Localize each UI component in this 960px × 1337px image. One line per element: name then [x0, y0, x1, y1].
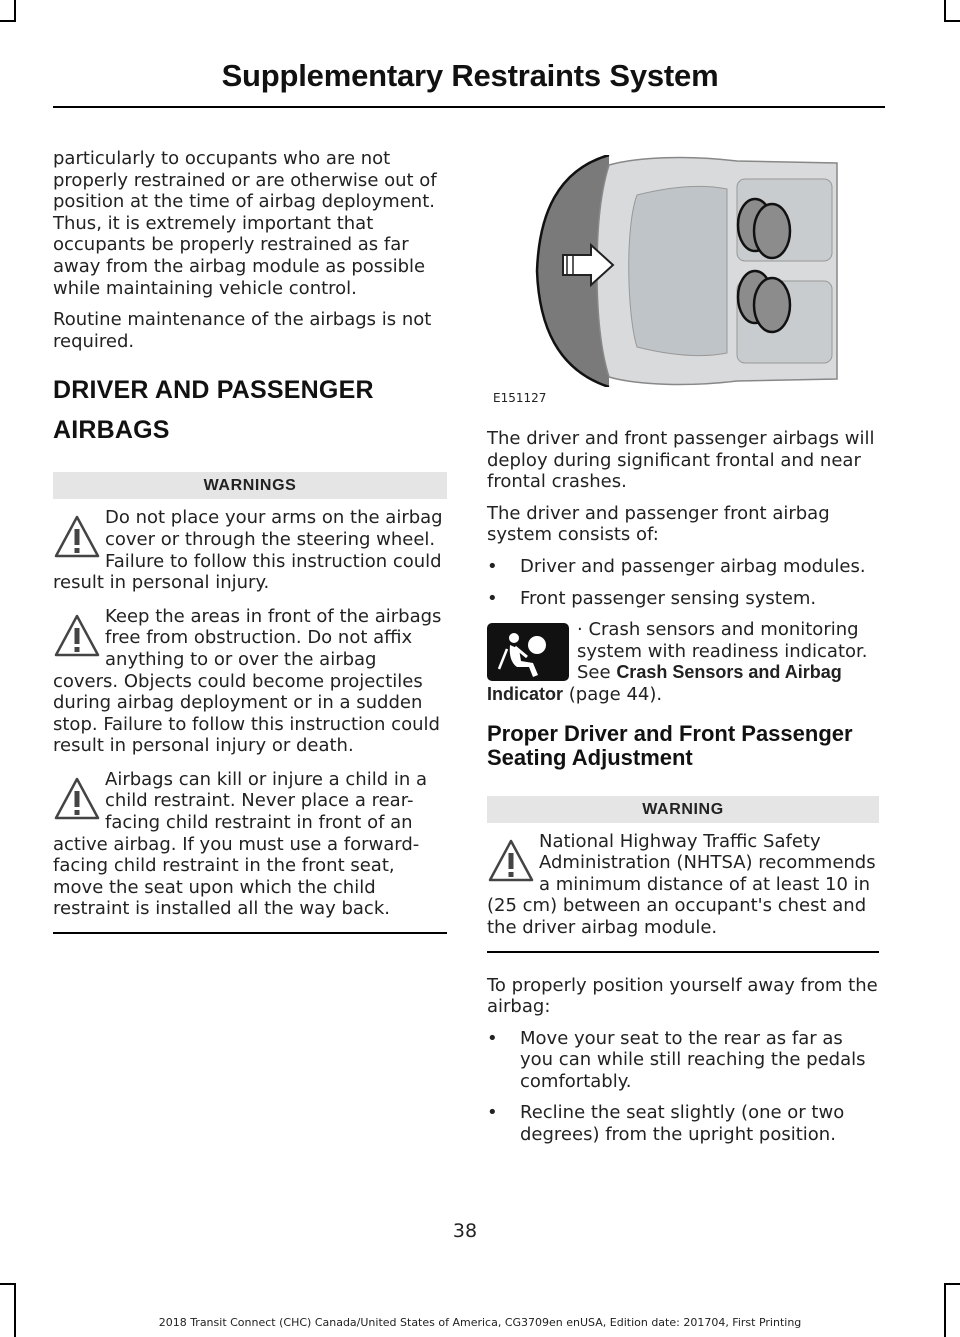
indicator-paragraph [487, 619, 879, 705]
intro-paragraph: particularly to occupants who are not properly restrained or are otherwise out of position at the time of airbag deployment. Thus, it is extremely important that occupants be properly restrained as far away from the airbag module as possible while maintaining vehicle control. [53, 148, 437, 299]
warning-item [53, 769, 447, 920]
crop-mark [0, 20, 16, 22]
maintenance-paragraph: Routine maintenance of the airbags is not required. [53, 309, 432, 352]
warnings-end-rule [53, 932, 447, 934]
system-intro: The driver and passenger front airbag system consists of: [487, 502, 830, 546]
warning-triangle-icon [53, 775, 101, 823]
footer-text: 2018 Transit Connect (CHC) Canada/United States of America, CG3709en enUSA, Edition date: 201704, First Printing [158, 1316, 802, 1329]
list-item: • Front passenger sensing system. [487, 587, 817, 609]
right-column [487, 155, 879, 1156]
warnings-label: WARNINGS [53, 472, 447, 499]
deploy-paragraph: The driver and front passenger airbags will deploy during significant frontal and near frontal crashes. [487, 428, 875, 493]
indicator-page: (page 44). [568, 683, 663, 705]
airbag-deployment-figure [487, 155, 877, 410]
crop-mark [14, 0, 16, 22]
crop-mark [944, 20, 960, 22]
warning-label: WARNING [487, 796, 879, 823]
list-item: • Driver and passenger airbag modules. [487, 555, 866, 577]
bullet: • [487, 555, 498, 577]
vehicle-illustration [487, 155, 877, 387]
warning-text: Do not place your arms on the airbag cover or through the steering wheel. Failure to follow this instruction could result in personal injury. [53, 507, 443, 594]
page-number: 38 [452, 1220, 478, 1242]
indicator-text: · Crash sensors and monitoring system with readiness indicator. See [577, 619, 868, 684]
seating-subheading: Proper Driver and Front Passenger Seating Adjustment [487, 720, 853, 770]
warning-item [487, 831, 879, 939]
crop-mark [14, 1283, 16, 1337]
bullet: • [487, 1027, 498, 1049]
page-title: Supplementary Restraints System [221, 58, 719, 93]
crop-mark [944, 1283, 960, 1285]
warning-text: Keep the areas in front of the airbags free from obstruction. Do not affix anything to or over the airbag covers. Objects could become projectiles during airbag deployment or in a sudden stop. Failure to follow this instruction could result in personal injury or death. [53, 605, 442, 757]
section-heading: DRIVER AND PASSENGER AIRBAGS [53, 376, 374, 445]
warning-triangle-icon [53, 612, 101, 660]
airbag-indicator-icon [487, 623, 569, 681]
crop-mark [944, 0, 946, 22]
bullet: • [487, 587, 498, 609]
list-item: • Recline the seat slightly (one or two degrees) from the upright position. [487, 1102, 845, 1146]
warning-item [53, 606, 447, 757]
left-column [53, 148, 447, 934]
bullet: • [487, 1102, 498, 1124]
list-item: • Move your seat to the rear as far as you can while still reaching the pedals comfortably. [487, 1027, 866, 1092]
header-rule [53, 106, 885, 108]
warning-item [53, 507, 447, 593]
warning-text: National Highway Traffic Safety Administration (NHTSA) recommends a minimum distance of at least 10 in (25 cm) between an occupant's chest and the driver airbag module. [487, 830, 876, 938]
warning-text: Airbags can kill or injure a child in a child restraint. Never place a rear-facing child restraint in front of an active airbag. If you must use a forward-facing child restraint in the front seat, move the seat upon which the child restraint is installed all the way back. [53, 768, 428, 920]
figure-code: E151127 [493, 391, 547, 406]
crop-mark [0, 1283, 16, 1285]
indicator-link[interactable]: Crash Sensors and Airbag Indicator [487, 662, 842, 704]
crop-mark [944, 1283, 946, 1337]
position-intro: To properly position yourself away from the airbag: [487, 974, 878, 1018]
warning-triangle-icon [487, 837, 535, 885]
warning-triangle-icon [53, 513, 101, 561]
warning-end-rule [487, 951, 879, 953]
